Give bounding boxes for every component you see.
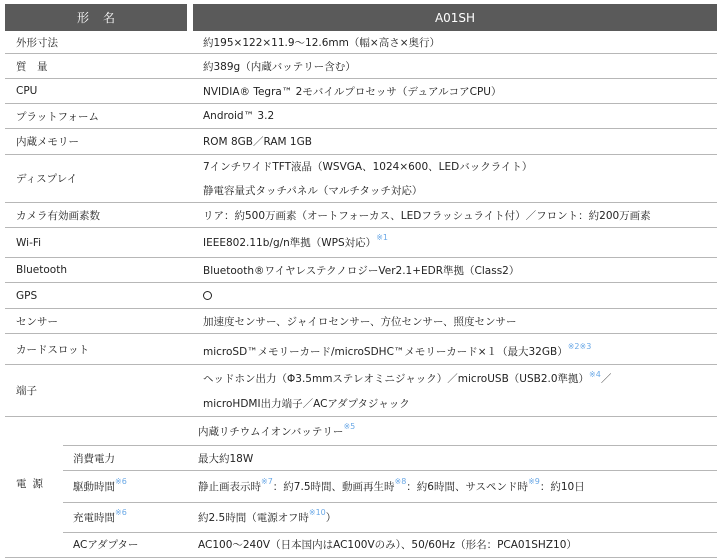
table-row [5,129,717,155]
footnote-mark: ※8 [394,477,407,486]
row-value: 加速度センサー、ジャイロセンサー、方位センサー、照度センサー [203,315,517,328]
row-value: 約389g（内蔵バッテリー含む） [203,60,356,73]
power-subrow [63,533,717,556]
power-subrow [63,446,717,471]
row-value-text: IEEE802.11b/g/n準拠（WPS対応） [203,237,377,249]
row-value: 最大約18W [198,452,254,465]
row-label: Bluetooth [16,264,67,276]
table-row [5,104,717,129]
row-label [73,503,127,532]
row-value-part: ：約6時間、サスペンド時 [406,481,529,493]
available-circle-icon [203,291,212,300]
row-value-part: 静止画表示時 [198,481,261,493]
row-value-line-1 [203,371,611,386]
footnote-mark: ※7 [261,477,273,486]
row-value [203,334,591,364]
table-row [5,309,717,334]
row-label-text: 充電時間 [73,512,115,524]
row-label: ACアダプター [73,539,139,551]
row-label: ディスプレイ [16,173,78,185]
row-value: AC100～240V（日本国内はAC100Vのみ）、50/60Hz（形名：PCA01SHZ10） [198,539,577,551]
row-label: 端子 [16,385,37,397]
row-value-line-2: microHDMI出力端子／ACアダプタジャック [203,398,410,410]
footnote-mark: ※1 [376,233,388,242]
row-value: Android™ 3.2 [203,110,275,122]
row-label: プラットフォーム [16,110,99,123]
row-value: リア：約500万画素（オートフォーカス、LEDフラッシュライト付）／フロント：約200万画素 [203,209,651,222]
row-label: 消費電力 [73,452,115,465]
row-value-part: ：約10日 [539,481,585,493]
row-value [203,228,388,257]
row-label [73,471,127,502]
table-row [5,365,717,417]
row-value [203,283,212,308]
table-row [5,283,717,309]
row-label: Wi-Fi [16,236,42,249]
row-value [198,471,585,502]
table-row [5,334,717,365]
footnote-mark: ※4 [589,370,601,379]
row-value: 約195×122×11.9～12.6mm（幅×高さ×奥行） [203,36,440,49]
power-subrow [63,503,717,533]
row-value-text: 内蔵リチウムイオンバッテリー [198,425,344,438]
row-value-line-2: 静電容量式タッチパネル（マルチタッチ対応） [203,185,423,197]
row-label: GPS [16,289,38,302]
footnote-mark: ※6 [115,508,127,517]
row-value-tail: ／ [600,373,612,385]
row-value [198,417,355,445]
table-row [5,54,717,79]
table-bottom-border [5,557,717,558]
row-value-text: microSD™メモリーカード/microSDHC™メモリーカード×１（最大32GB） [203,345,568,358]
table-row [5,203,717,228]
footnote-mark: ※5 [343,421,356,431]
header-model-column: A01SH [193,4,717,31]
power-subrow [63,471,717,503]
power-subrow [63,417,717,446]
footnote-mark: ※2※3 [567,341,592,351]
row-label-text: 駆動時間 [73,481,115,493]
header-label-column: 形名 [5,4,187,31]
power-label: 電源 [16,478,49,490]
row-label: カードスロット [16,343,90,356]
row-label: 質 量 [16,60,48,73]
row-value: NVIDIA® Tegra™ 2モバイルプロセッサ（デュアルコアCPU） [203,85,502,98]
table-row [5,228,717,258]
row-label: 外形寸法 [16,36,58,49]
row-value-text: ヘッドホン出力（Φ3.5mmステレオミニジャック）／microUSB（USB2.0準拠） [203,373,590,385]
table-row [5,258,717,283]
footnote-mark: ※10 [308,508,326,517]
footnote-mark: ※9 [528,477,540,486]
table-row [5,31,717,54]
row-value: Bluetooth®ワイヤレステクノロジーVer2.1+EDR準拠（Class2） [203,264,520,277]
row-value-line-1: 7インチワイドTFT液晶（WSVGA、1024×600、LEDバックライト） [203,161,533,173]
footnote-mark: ※6 [115,477,127,486]
table-row [5,155,717,203]
row-value: ROM 8GB／RAM 1GB [203,136,312,148]
row-value-part: 約2.5時間（電源オフ時 [198,512,309,524]
row-label: センサー [16,315,58,328]
table-row [5,79,717,104]
row-value [198,503,336,532]
row-value-part: ） [325,512,337,524]
row-label: カメラ有効画素数 [16,209,100,222]
row-label: 内蔵メモリー [16,136,79,148]
row-label: CPU [16,85,38,97]
row-value-part: ：約7.5時間、動画再生時 [272,481,395,493]
